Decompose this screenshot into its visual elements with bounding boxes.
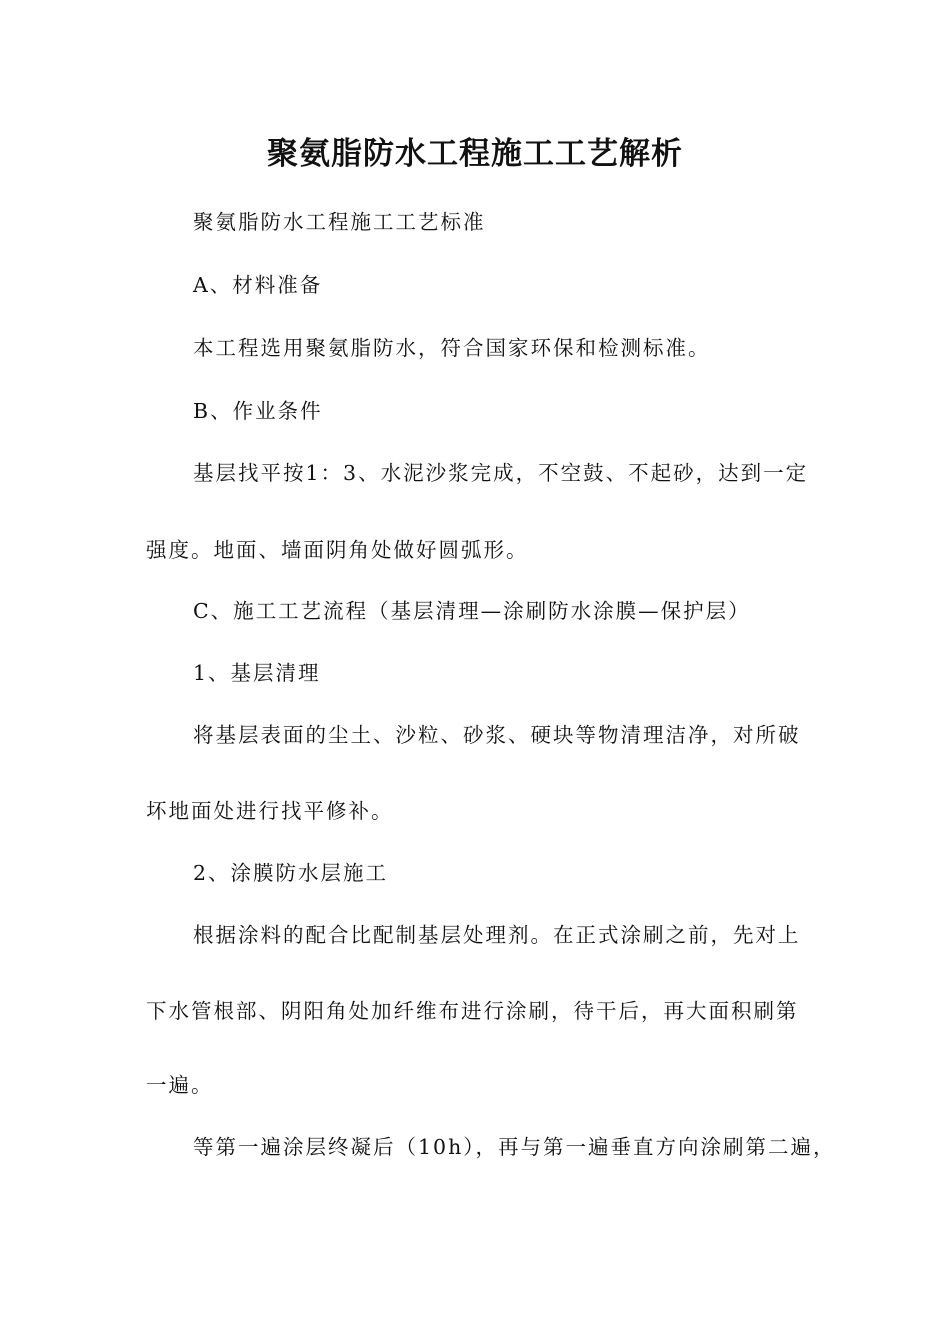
- document-title: 聚氨脂防水工程施工工艺解析: [267, 136, 683, 172]
- paragraph-line: 将基层表面的尘土、沙粒、砂浆、硬块等物清理洁净，对所破: [193, 723, 801, 747]
- paragraph-line: 一遍。: [146, 1073, 214, 1097]
- paragraph-line: 根据涂料的配合比配制基层处理剂。在正式涂刷之前，先对上: [193, 923, 801, 947]
- paragraph-line: 下水管根部、阴阳角处加纤维布进行涂刷，待干后，再大面积刷第: [146, 999, 799, 1023]
- paragraph-line: 强度。地面、墙面阴角处做好圆弧形。: [146, 538, 529, 562]
- section-heading-c: C、施工工艺流程（基层清理—涂刷防水涂膜—保护层）: [193, 599, 751, 623]
- section-heading-b: B、作业条件: [193, 399, 323, 423]
- paragraph-line: 基层找平按1：3、水泥沙浆完成，不空鼓、不起砂，达到一定: [193, 461, 809, 485]
- subsection-heading-1: 1、基层清理: [193, 661, 321, 685]
- paragraph-line: 等第一遍涂层终凝后（10h），再与第一遍垂直方向涂刷第二遍，: [193, 1135, 836, 1159]
- section-heading-a: A、材料准备: [193, 273, 323, 297]
- subsection-heading-2: 2、涂膜防水层施工: [193, 861, 389, 885]
- paragraph-line: 本工程选用聚氨脂防水，符合国家环保和检测标准。: [193, 336, 711, 360]
- paragraph-line: 坏地面处进行找平修补。: [146, 799, 394, 823]
- subtitle-line: 聚氨脂防水工程施工工艺标准: [193, 210, 486, 234]
